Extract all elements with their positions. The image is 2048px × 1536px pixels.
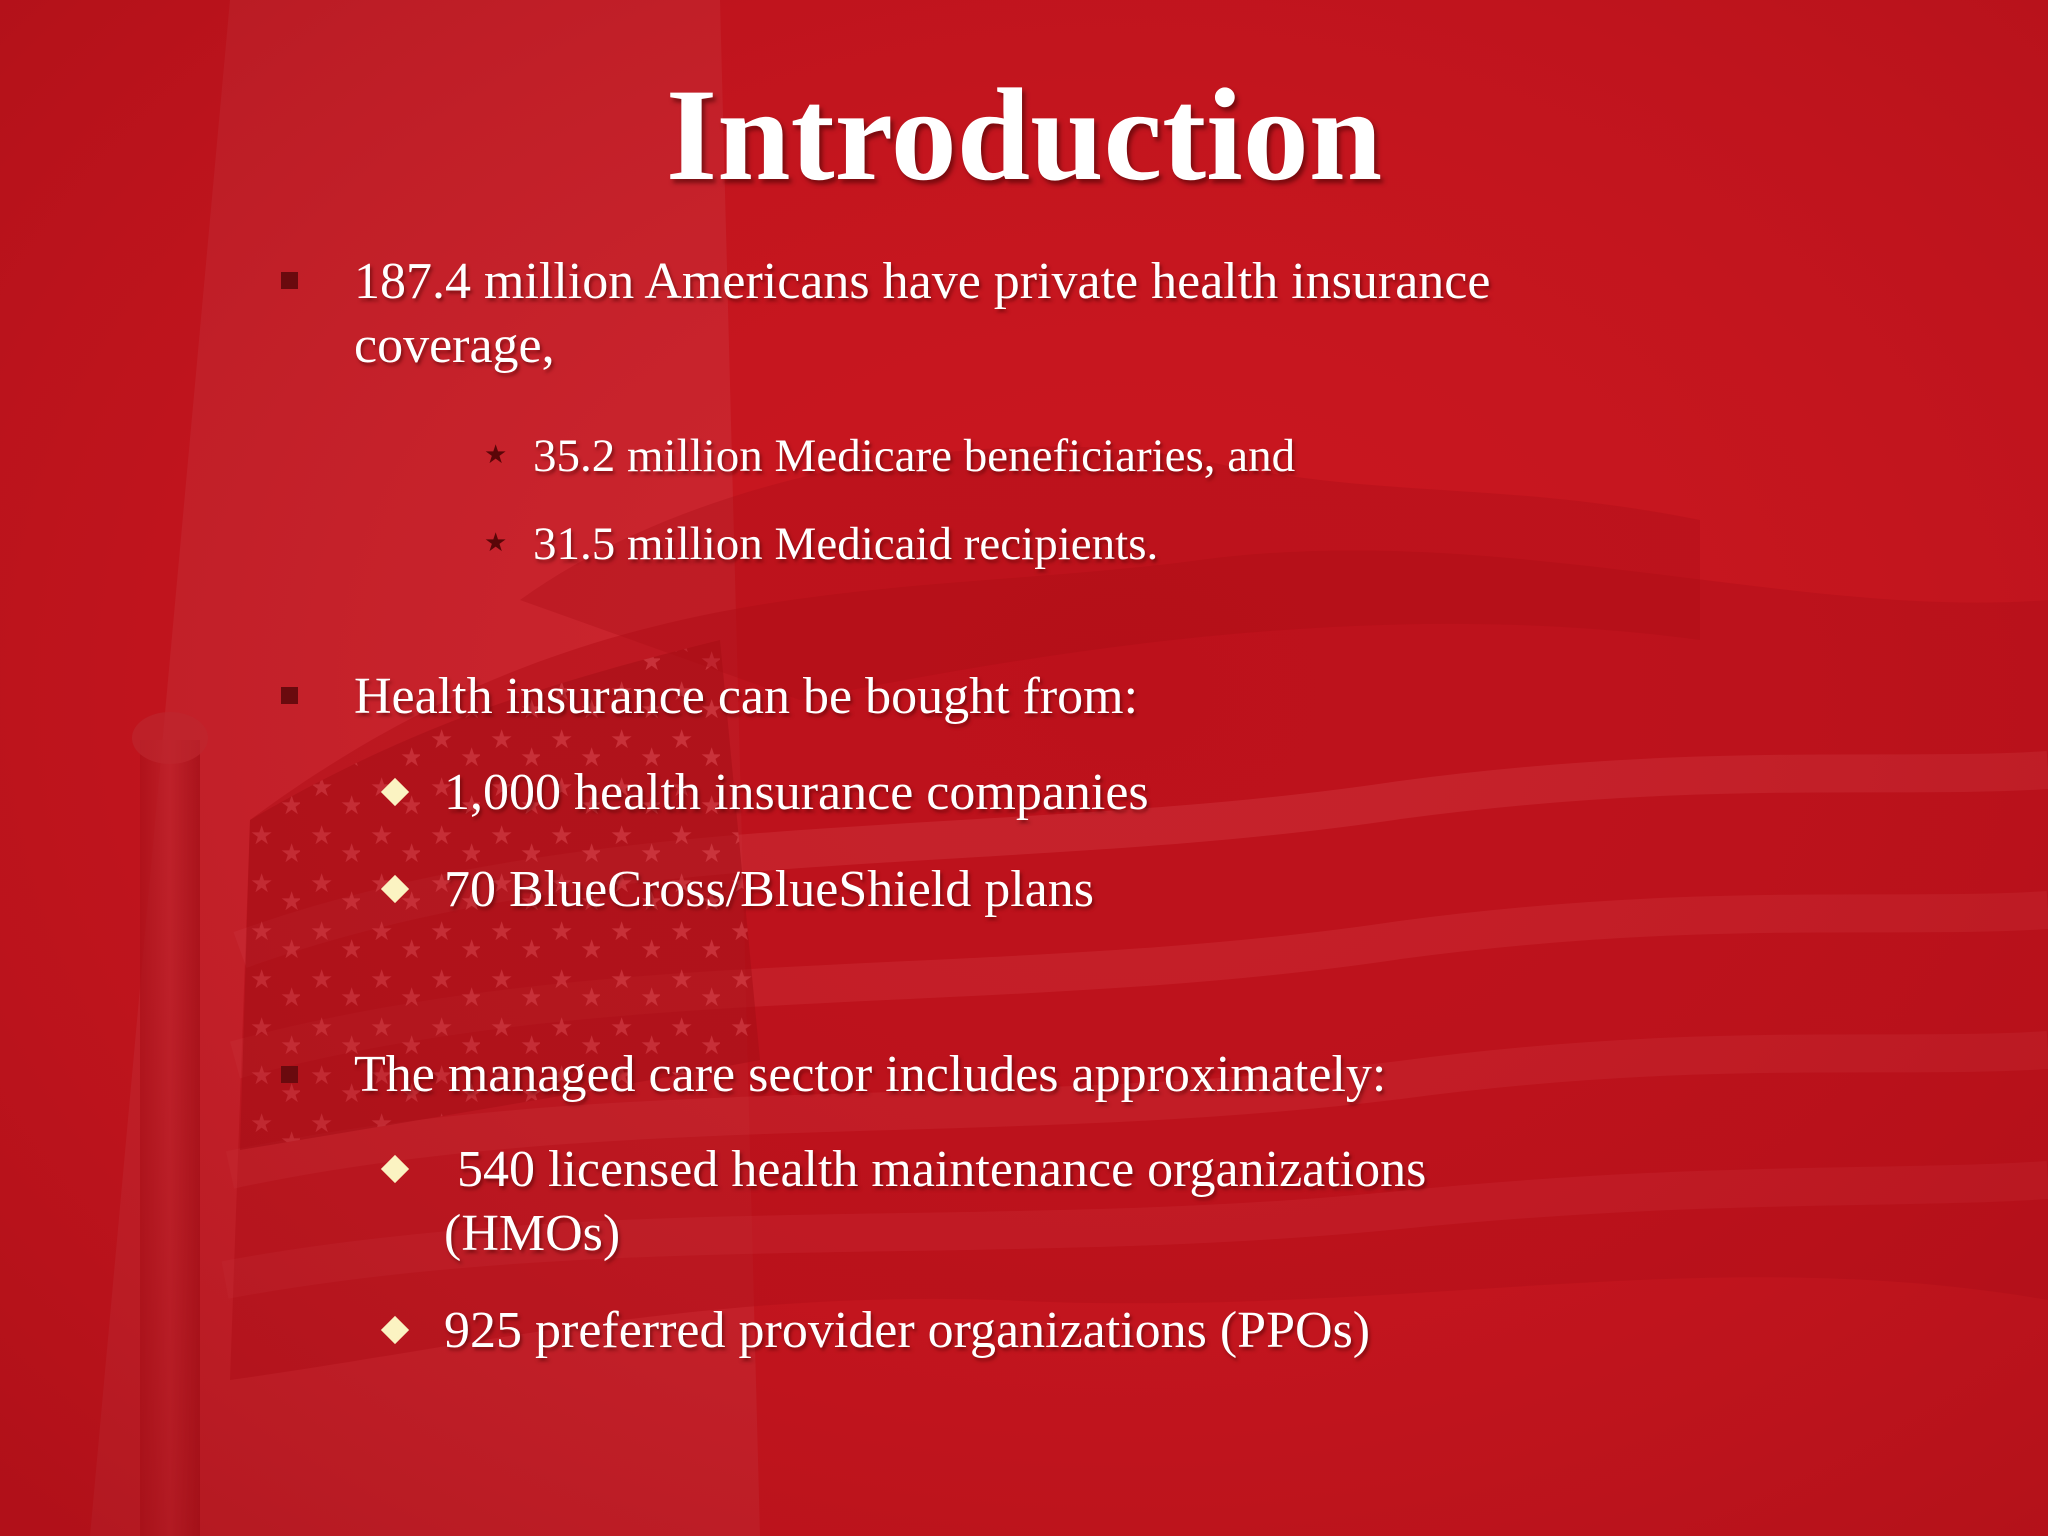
star-bullet-icon: ★ [484, 528, 508, 558]
bullet-text: The managed care sector includes approximately: [354, 1046, 1387, 1103]
sub-bullet-text: 1,000 health insurance companies [444, 764, 1149, 821]
bullet-text-continued: coverage, [354, 317, 555, 374]
sub-bullet-text: 925 preferred provider organizations (PPOs) [444, 1302, 1371, 1359]
sub-bullet-text-continued: (HMOs) [444, 1205, 621, 1262]
bullet-text: Health insurance can be bought from: [354, 668, 1139, 725]
sub-bullet-text: 31.5 million Medicaid recipients. [533, 518, 1159, 570]
sub-bullet-text: 35.2 million Medicare beneficiaries, and [533, 430, 1296, 482]
square-bullet-icon [281, 1066, 298, 1083]
star-bullet-icon: ★ [484, 440, 508, 470]
sub-bullet-text: 70 BlueCross/BlueShield plans [444, 861, 1094, 918]
square-bullet-icon [281, 687, 298, 704]
square-bullet-icon [281, 272, 298, 289]
bullet-text: 187.4 million Americans have private health insurance [354, 253, 1491, 310]
slide-title: Introduction [665, 61, 1383, 208]
sub-bullet-text: 540 licensed health maintenance organizations [444, 1141, 1427, 1198]
